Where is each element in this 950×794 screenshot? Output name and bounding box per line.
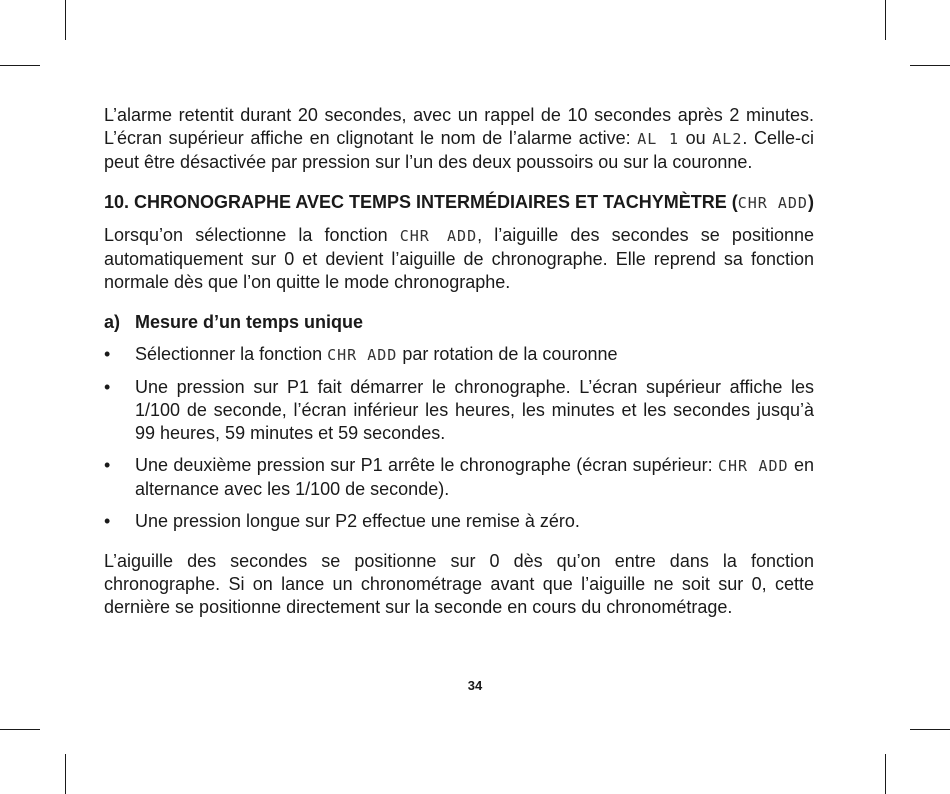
lcd-label-chr-add-bullet: CHR ADD (327, 346, 398, 364)
lcd-label-chr-add: CHR ADD (399, 227, 478, 245)
bullet-text-1 (135, 343, 814, 367)
bullet-text-3 (135, 454, 814, 501)
bullet-icon: • (104, 344, 111, 364)
bullet-text-4: Une pression longue sur P2 effectue une remise à zéro. (135, 511, 580, 531)
bullet-3-text-b: en alternance avec les 1/100 de seconde). (135, 455, 814, 499)
closing-paragraph: L’aiguille des secondes se positionne sur 0 dès qu’on entre dans la fonction chronographe. Si on lance un chronométrage avant que l’aiguille ne soit sur 0, cette dernière se positionne directement sur la seconde en cours du chronométrage. (104, 551, 814, 617)
crop-mark-top-left-vertical (65, 0, 66, 40)
section-title: 10. CHRONOGRAPHE AVEC TEMPS INTERMÉDIAIRES ET TACHYMÈTRE ( (104, 192, 738, 212)
lcd-label-al1: AL 1 (637, 130, 679, 148)
bullet-1-text-b: par rotation de la couronne (397, 344, 618, 364)
lcd-label-al2: AL2 (712, 130, 743, 148)
subsection-heading (104, 311, 814, 334)
list-item (104, 376, 814, 445)
subsection-letter: a) (104, 312, 121, 332)
bullet-text-2: Une pression sur P1 fait démarrer le chronographe. L’écran supérieur affiche les 1/100 de seconde, l’écran inférieur les heures, les minutes et les secondes jusqu’à 99 heures, 59 minutes et 59 secondes. (135, 377, 814, 443)
crop-mark-bottom-right-vertical (885, 754, 886, 794)
crop-mark-bottom-right-horizontal (910, 729, 950, 730)
bullet-1-text-a: Sélectionner la fonction (135, 344, 328, 364)
crop-mark-top-left-horizontal (0, 65, 40, 66)
section-title-end: ) (807, 192, 814, 212)
section-heading (104, 191, 814, 215)
crop-mark-top-right-vertical (885, 0, 886, 40)
bullet-icon: • (104, 511, 111, 531)
chrono-description-paragraph (104, 224, 814, 294)
intro-text-2: ou (678, 128, 713, 148)
lcd-label-chr-add-heading: CHR ADD (737, 194, 808, 212)
list-item (104, 510, 814, 533)
intro-paragraph (104, 104, 814, 174)
intro-text-3: . Celle-ci peut être désactivée par pression sur l’un des deux poussoirs ou sur la couronne. (104, 128, 814, 172)
page-content (104, 104, 814, 619)
lcd-label-chr-add-bullet-3: CHR ADD (718, 457, 789, 475)
para2-text-2: , l’aiguille des secondes se positionne automatiquement sur 0 et devient l’aiguille de chronographe. Elle reprend sa fonction normale dès que l’on quitte le mode chronographe. (104, 225, 814, 292)
bullet-icon: • (104, 455, 111, 475)
list-item (104, 343, 814, 367)
intro-text-1: L’alarme retentit durant 20 secondes, avec un rappel de 10 secondes après 2 minutes. L’écran supérieur affiche en clignotant le nom de l’alarme active: (104, 105, 814, 148)
list-item (104, 454, 814, 501)
crop-mark-bottom-left-vertical (65, 754, 66, 794)
crop-mark-top-right-horizontal (910, 65, 950, 66)
crop-mark-bottom-left-horizontal (0, 729, 40, 730)
subsection-title: Mesure d’un temps unique (135, 312, 364, 332)
bullet-icon: • (104, 377, 111, 397)
page-number: 34 (467, 678, 483, 693)
bullet-3-text-a: Une deuxième pression sur P1 arrête le chronographe (écran supérieur: (135, 455, 718, 475)
para2-text-1: Lorsqu’on sélectionne la fonction (104, 225, 400, 245)
